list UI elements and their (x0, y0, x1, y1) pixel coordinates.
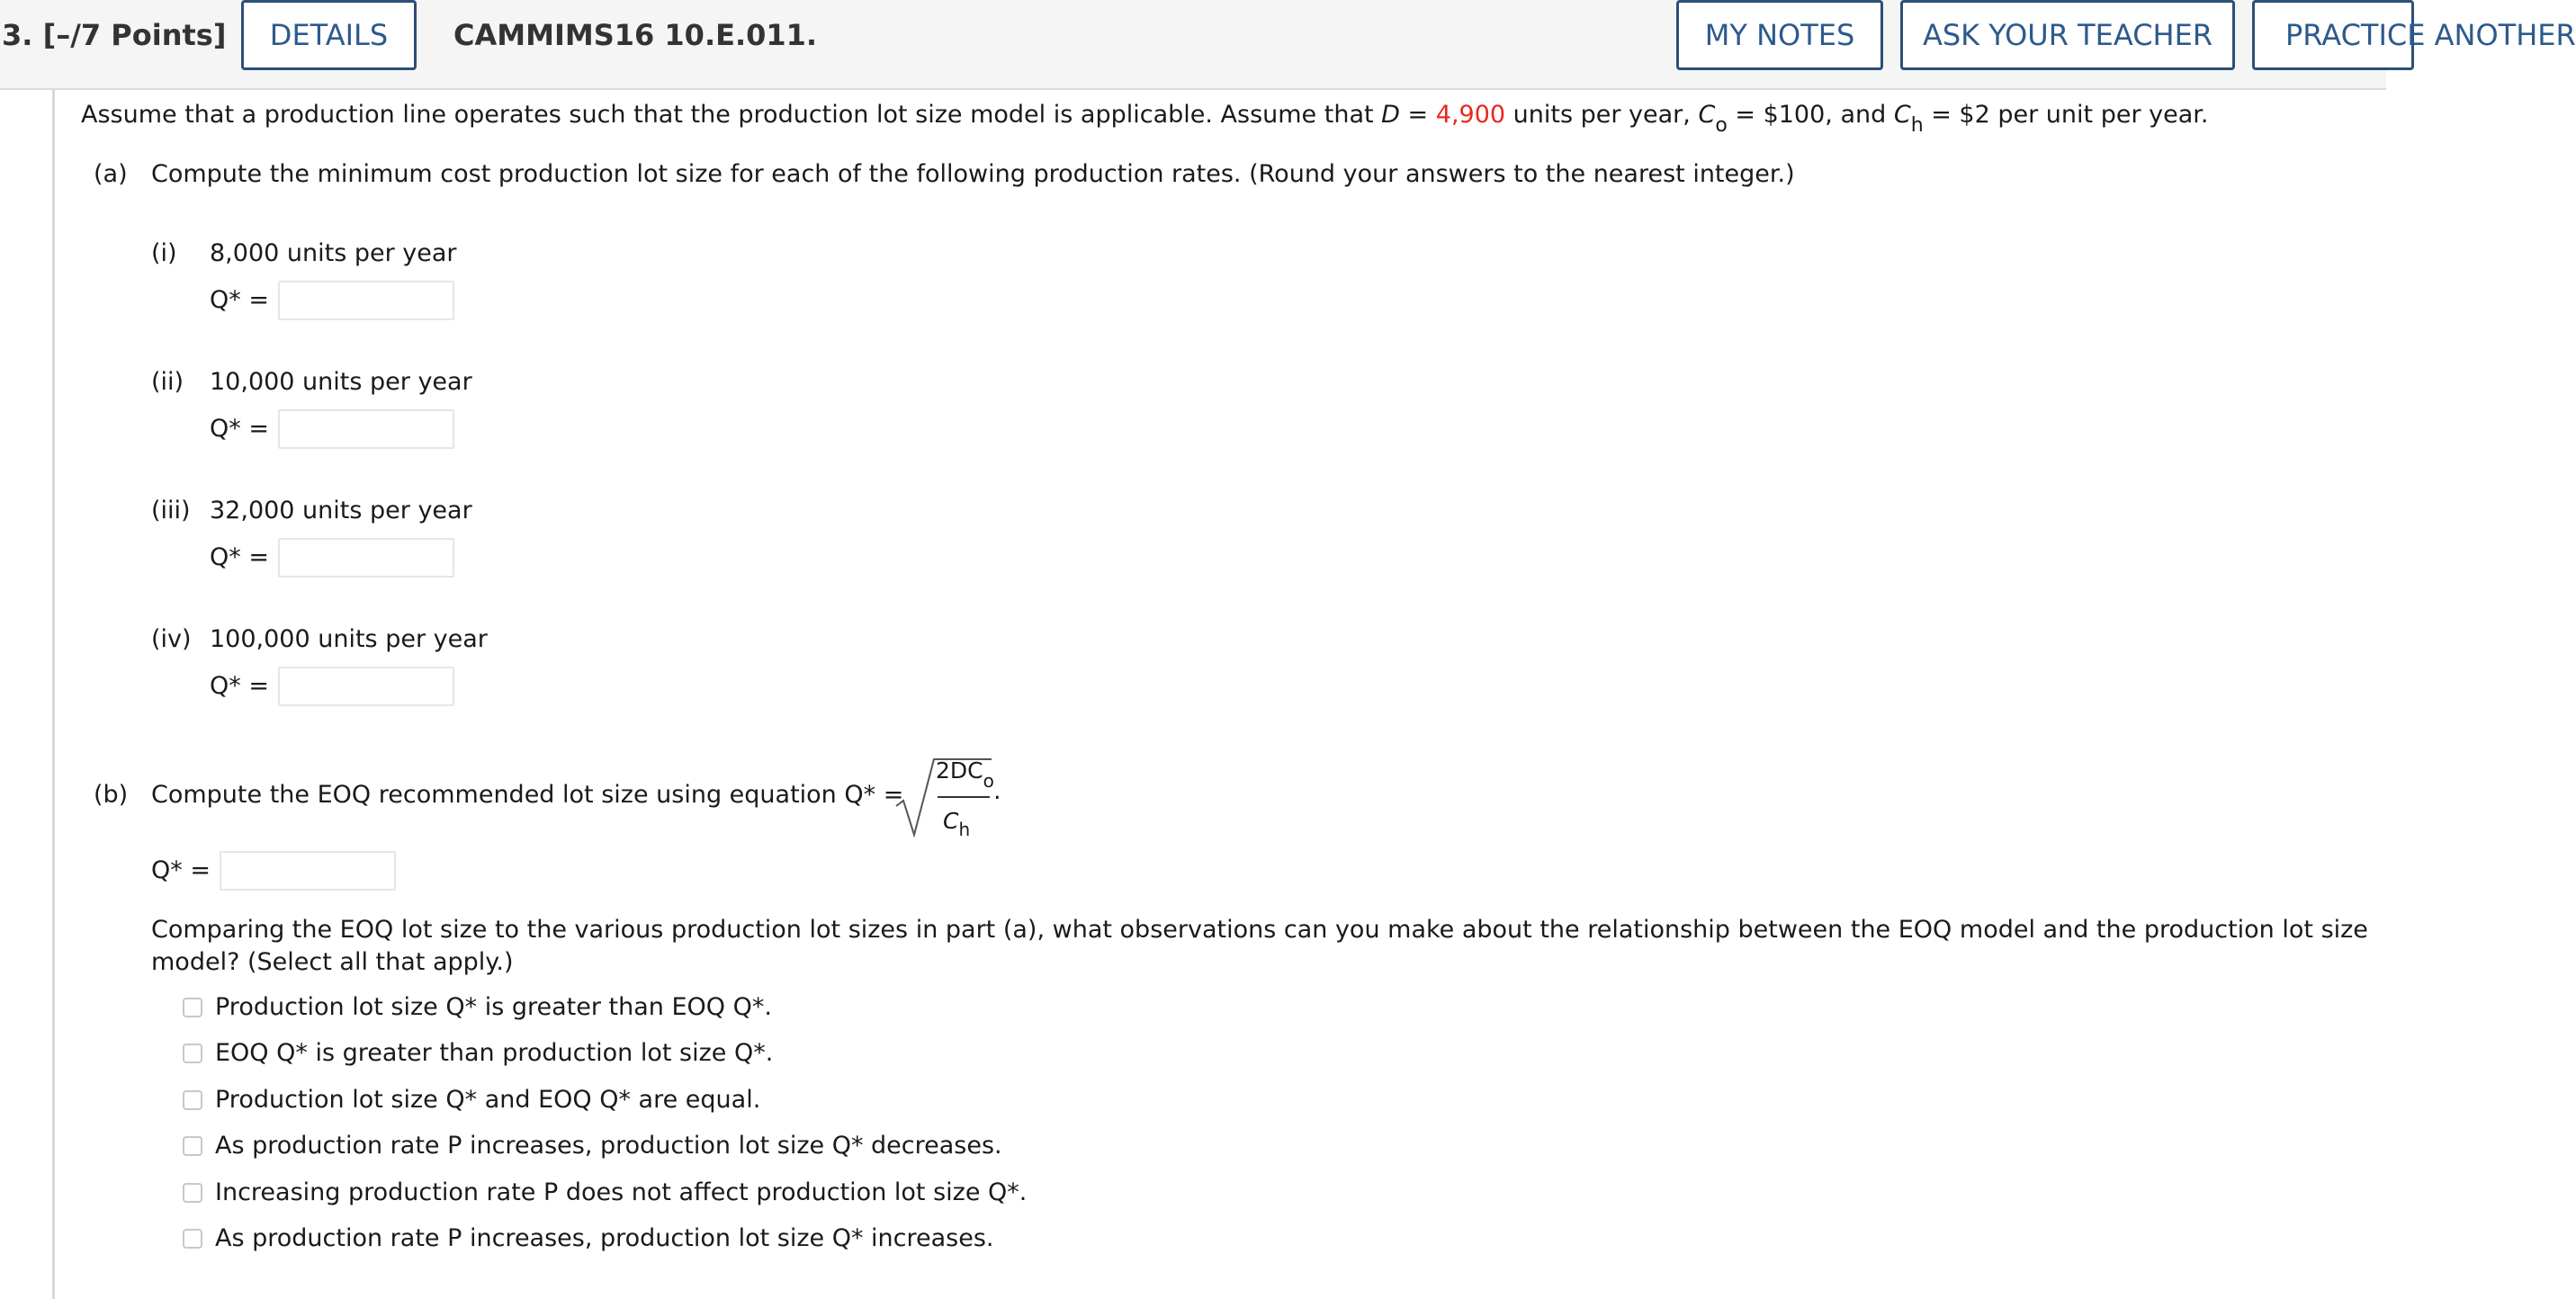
denominator-text: C (943, 808, 959, 834)
checkbox-option-3[interactable] (183, 1090, 202, 1110)
rate-text-ii: 10,000 units per year (210, 368, 472, 396)
option-label-4: As production rate P increases, production lot size Q* decreases. (215, 1132, 1002, 1160)
answer-input-i[interactable] (278, 281, 454, 320)
option-label-2: EOQ Q* is greater than production lot size Q*. (215, 1039, 774, 1067)
co-subscript: o (1715, 114, 1728, 137)
option-label-1: Production lot size Q* is greater than EOQ Q*. (215, 993, 772, 1021)
rate-label-iv: (iv) (151, 625, 192, 653)
checkbox-option-4[interactable] (183, 1136, 202, 1156)
compare-question-line1: Comparing the EOQ lot size to the various production lot sizes in part (a), what observations can you make about the relationship between the EOQ model and the production lot size (151, 916, 2368, 944)
part-a-label: (a) (94, 160, 128, 188)
content-left-border (52, 90, 55, 1299)
intro-text-3: = $100, and (1727, 101, 1894, 129)
q-label-i: Q* = (210, 286, 269, 314)
option-label-5: Increasing production rate P does not affect production lot size Q*. (215, 1178, 1028, 1206)
question-number-points (2, 18, 226, 52)
points-label: [–/7 Points] (42, 18, 227, 52)
q-label-iii: Q* = (210, 543, 269, 571)
intro-text-2: units per year, (1505, 101, 1699, 129)
checkbox-option-1[interactable] (183, 998, 202, 1017)
intro-text-4: = $2 per unit per year. (1923, 101, 2209, 129)
option-label-6: As production rate P increases, production lot size Q* increases. (215, 1224, 994, 1252)
question-number: 3. (2, 18, 33, 52)
rate-text-iii: 32,000 units per year (210, 497, 472, 524)
rate-text-i: 8,000 units per year (210, 239, 457, 267)
ask-teacher-button[interactable]: ASK YOUR TEACHER (1900, 0, 2235, 70)
rate-label-i: (i) (151, 239, 177, 267)
problem-intro (81, 99, 2209, 137)
d-equals: = (1399, 101, 1436, 129)
rate-label-ii: (ii) (151, 368, 184, 396)
q-label-b: Q* = (151, 856, 211, 884)
option-label-3: Production lot size Q* and EOQ Q* are equal. (215, 1086, 761, 1114)
intro-text-1: Assume that a production line operates such that the production lot size model is applicable. Assume that (81, 101, 1382, 129)
rate-text-iv: 100,000 units per year (210, 625, 488, 653)
answer-input-iv[interactable] (278, 667, 454, 706)
answer-input-eoq[interactable] (220, 851, 396, 891)
problem-code: CAMMIMS16 10.E.011. (453, 18, 818, 52)
answer-input-ii[interactable] (278, 409, 454, 449)
details-button[interactable]: DETAILS (241, 0, 417, 70)
co-symbol: C (1698, 101, 1716, 129)
demand-value: 4,900 (1435, 101, 1506, 129)
q-label-ii: Q* = (210, 415, 269, 443)
formula-period: . (993, 777, 1001, 805)
rate-label-iii: (iii) (151, 497, 191, 524)
compare-question-line2: model? (Select all that apply.) (151, 948, 514, 976)
denominator-subscript: h (958, 819, 971, 840)
numerator-text: 2DC (936, 757, 983, 784)
q-label-iv: Q* = (210, 672, 269, 700)
formula-numerator (936, 757, 994, 792)
checkbox-option-2[interactable] (183, 1044, 202, 1063)
part-b-instruction: Compute the EOQ recommended lot size using equation Q* = (151, 781, 904, 809)
ch-symbol: C (1893, 101, 1911, 129)
d-symbol: D (1381, 101, 1400, 129)
part-a-instruction: Compute the minimum cost production lot size for each of the following production rates. (Round your answers to the nearest integer.) (151, 160, 1795, 188)
ch-subscript: h (1910, 114, 1924, 137)
formula-denominator (943, 808, 971, 840)
answer-input-iii[interactable] (278, 538, 454, 578)
checkbox-option-5[interactable] (183, 1183, 202, 1203)
my-notes-button[interactable]: MY NOTES (1676, 0, 1883, 70)
question-header (0, 0, 2576, 90)
checkbox-option-6[interactable] (183, 1229, 202, 1249)
practice-another-button[interactable]: PRACTICE ANOTHER (2252, 0, 2414, 70)
part-b-label: (b) (94, 781, 129, 809)
numerator-subscript: o (983, 770, 994, 792)
